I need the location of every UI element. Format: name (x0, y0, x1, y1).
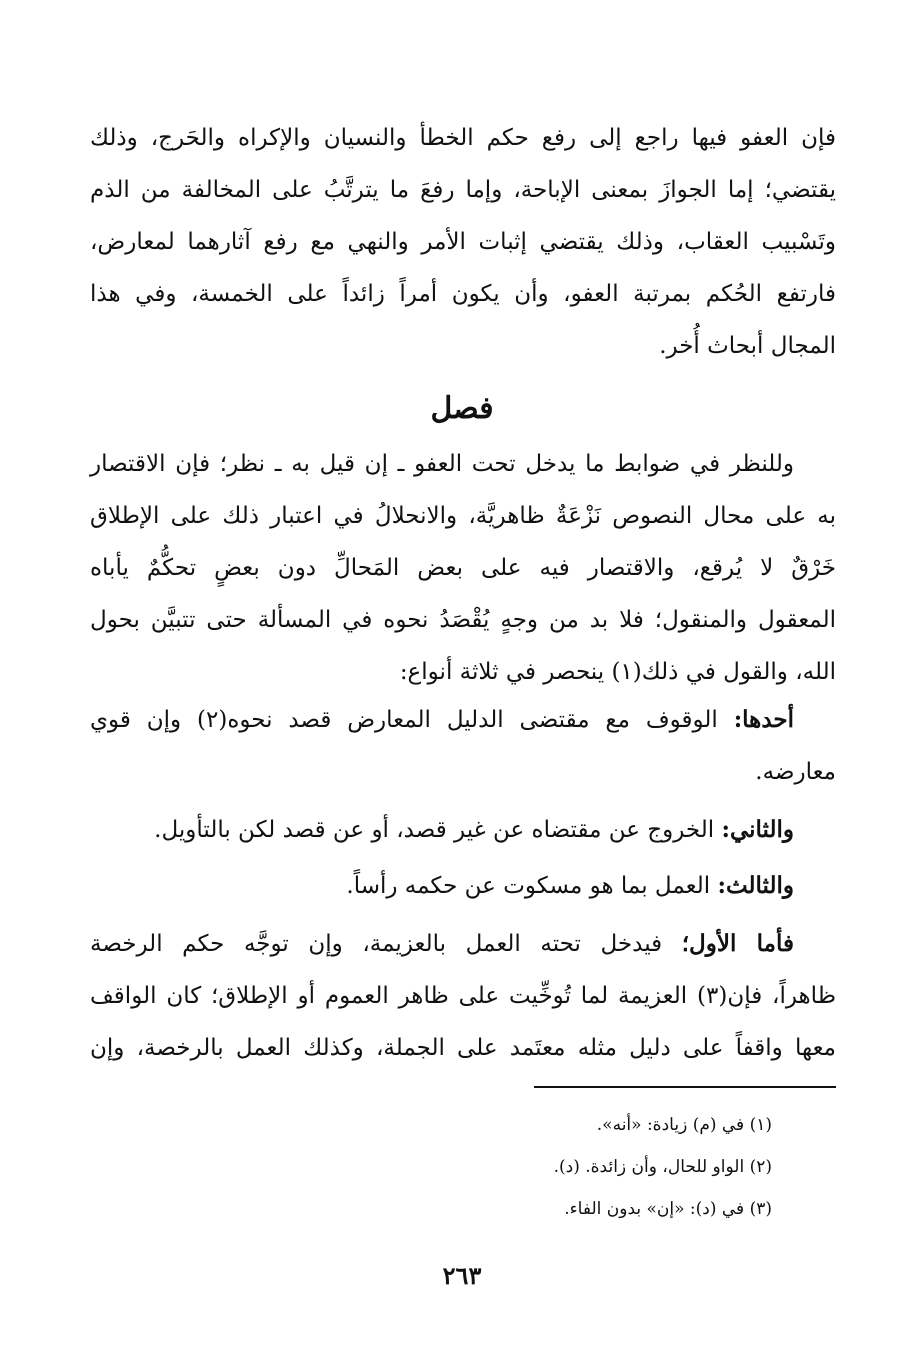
item-text: الخروج عن مقتضاه عن غير قصد، أو عن قصد لكن بالتأويل. (154, 817, 722, 843)
item-text: العمل بما هو مسكوت عن حكمه رأساً. (346, 873, 718, 899)
item-lead: والثالث: (717, 872, 794, 899)
footnote-separator (534, 1086, 836, 1088)
text-line: وللنظر في ضوابط ما يدخل تحت العفو ـ إن قيل به ـ نظر؛ فإن الاقتصار (90, 451, 794, 477)
item-lead: أحدها: (733, 706, 794, 733)
list-item-third (90, 860, 836, 912)
item-text: الوقوف مع مقتضى الدليل المعارض قصد نحوه(٢) وإن قوي (90, 707, 734, 733)
section-heading: فصل (430, 391, 494, 426)
footnotes (172, 1104, 772, 1230)
footnote: (٣) في (د): «إن» بدون الفاء. (564, 1199, 772, 1219)
paragraph-introduction (90, 438, 836, 698)
footnote: (١) في (م) زيادة: «أنه». (596, 1115, 772, 1135)
text-line: ظاهراً، فإن(٣) العزيمة لما تُوخِّيت على ظاهر العموم أو الإطلاق؛ كان الواقف (90, 983, 836, 1009)
list-item-first (90, 694, 836, 798)
text-line: المعقول والمنقول؛ فلا بد من وجهٍ يُقْصَدُ نحوه في المسألة حتى تتبيَّن بحول (90, 607, 836, 633)
text-line (90, 918, 836, 970)
text-line: معارضه. (755, 759, 836, 785)
paragraph-continuation (90, 112, 836, 372)
text-line (90, 860, 836, 912)
text-line: وتَسْبيب العقاب، وذلك يقتضي إثبات الأمر والنهي مع رفع آثارهما لمعارض، (90, 229, 836, 255)
text-line: فإن العفو فيها راجع إلى رفع حكم الخطأ والنسيان والإكراه والحَرج، وذلك (90, 125, 836, 151)
list-item-second (90, 804, 836, 856)
text-line: فارتفع الحُكم بمرتبة العفو، وأن يكون أمراً زائداً على الخمسة، وفي هذا (90, 281, 836, 307)
text-line: يقتضي؛ إما الجوازَ بمعنى الإباحة، وإما رفعَ ما يترتَّبُ على المخالفة من الذم (90, 177, 836, 203)
paragraph-first-type (90, 918, 836, 1074)
paragraph-text: فيدخل تحته العمل بالعزيمة، وإن توجَّه حكم الرخصة (90, 931, 682, 957)
text-line: معها واقفاً على دليل مثله معتَمد على الجملة، وكذلك العمل بالرخصة، وإن (90, 1035, 836, 1061)
text-line: به على محال النصوص نَزْعَةٌ ظاهريَّة، والانحلالُ في اعتبار ذلك على الإطلاق (90, 503, 836, 529)
text-line (90, 804, 836, 856)
text-line (90, 694, 836, 746)
text-line: الله، والقول في ذلك(١) ينحصر في ثلاثة أنواع: (399, 659, 836, 685)
text-line: المجال أبحاث أُخر. (659, 333, 836, 359)
footnote: (٢) الواو للحال، وأن زائدة. (د). (553, 1157, 772, 1177)
text-line: خَرْقٌ لا يُرقع، والاقتصار فيه على بعض المَحالِّ دون بعضٍ تحكُّمٌ يأباه (90, 555, 836, 581)
paragraph-lead: فأما الأول؛ (681, 930, 794, 957)
page-number: ٢٦٣ (442, 1261, 482, 1290)
item-lead: والثاني: (721, 816, 794, 843)
